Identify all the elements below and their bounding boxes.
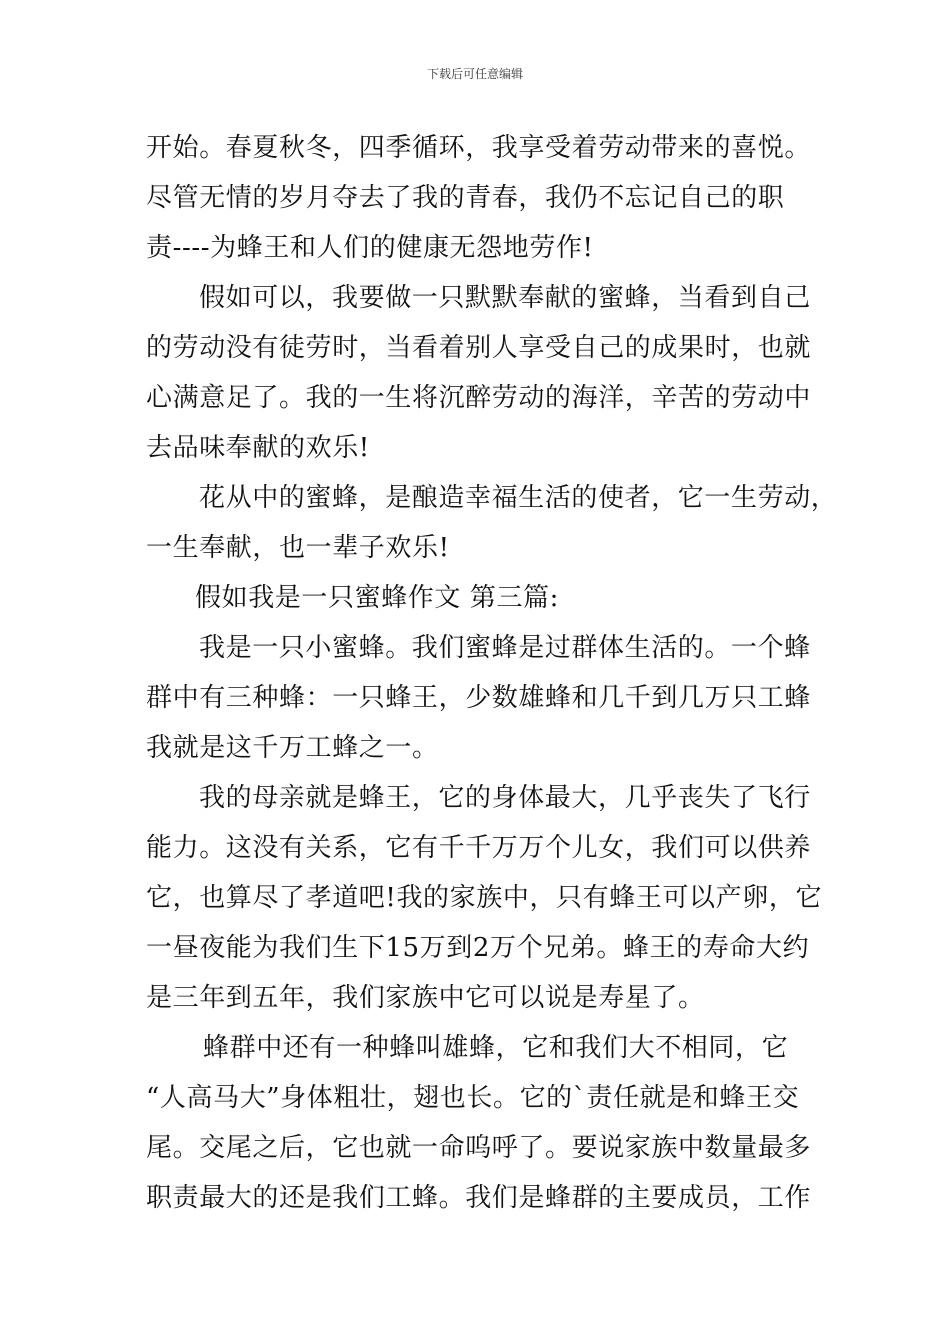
text-line: 一生奉献，也一辈子欢乐! <box>146 533 450 563</box>
paragraph-first-line: 花从中的蜜蜂，是酿造幸福生活的使者，它一生劳动， <box>199 483 838 513</box>
paragraph-first-line: 我是一只小蜜蜂。我们蜜蜂是过群体生活的。一个蜂 <box>199 633 811 663</box>
text-line: 它，也算尽了孝道吧!我的家族中，只有蜂王可以产卵，它 <box>146 883 823 913</box>
body-text <box>146 123 838 1223</box>
text-line: 责----为蜂王和人们的健康无怨地劳作! <box>146 233 594 263</box>
text-line: 一昼夜能为我们生下15万到2万个兄弟。蜂王的寿命大约 <box>146 933 810 963</box>
text-line: “人高马大”身体粗壮，翅也长。它的`责任就是和蜂王交 <box>146 1083 800 1113</box>
paragraph-first-line: 我的母亲就是蜂王，它的身体最大，几乎丧失了飞行 <box>199 783 811 813</box>
text-line: 能力。这没有关系，它有千千万万个儿女，我们可以供养 <box>146 833 812 863</box>
text-line: 群中有三种蜂：一只蜂王，少数雄蜂和几千到几万只工蜂 <box>146 683 812 713</box>
text-line: 开始。春夏秋冬，四季循环，我享受着劳动带来的喜悦。 <box>146 133 812 163</box>
paragraph-first-line: 假如可以，我要做一只默默奉献的蜜蜂，当看到自己 <box>199 283 811 313</box>
text-line: 尽管无情的岁月夺去了我的青春，我仍不忘记自己的职 <box>146 183 785 213</box>
section-heading: 假如我是一只蜜蜂作文 第三篇: <box>195 583 560 613</box>
paragraph-first-line: 蜂群中还有一种蜂叫雄蜂，它和我们大不相同，它 <box>203 1033 789 1063</box>
text-line: 的劳动没有徒劳时，当看着别人享受自己的成果时，也就 <box>146 333 812 363</box>
text-line: 尾。交尾之后，它也就一命呜呼了。要说家族中数量最多 <box>146 1133 812 1163</box>
text-line: 去品味奉献的欢乐! <box>146 433 370 463</box>
text-line: 职责最大的还是我们工蜂。我们是蜂群的主要成员，工作 <box>146 1183 812 1213</box>
text-line: 心满意足了。我的一生将沉醉劳动的海洋，辛苦的劳动中 <box>146 383 812 413</box>
text-line: 我就是这千万工蜂之一。 <box>146 733 439 763</box>
page-header: 下载后可任意编辑 <box>426 67 523 81</box>
text-line: 是三年到五年，我们家族中它可以说是寿星了。 <box>146 983 705 1013</box>
